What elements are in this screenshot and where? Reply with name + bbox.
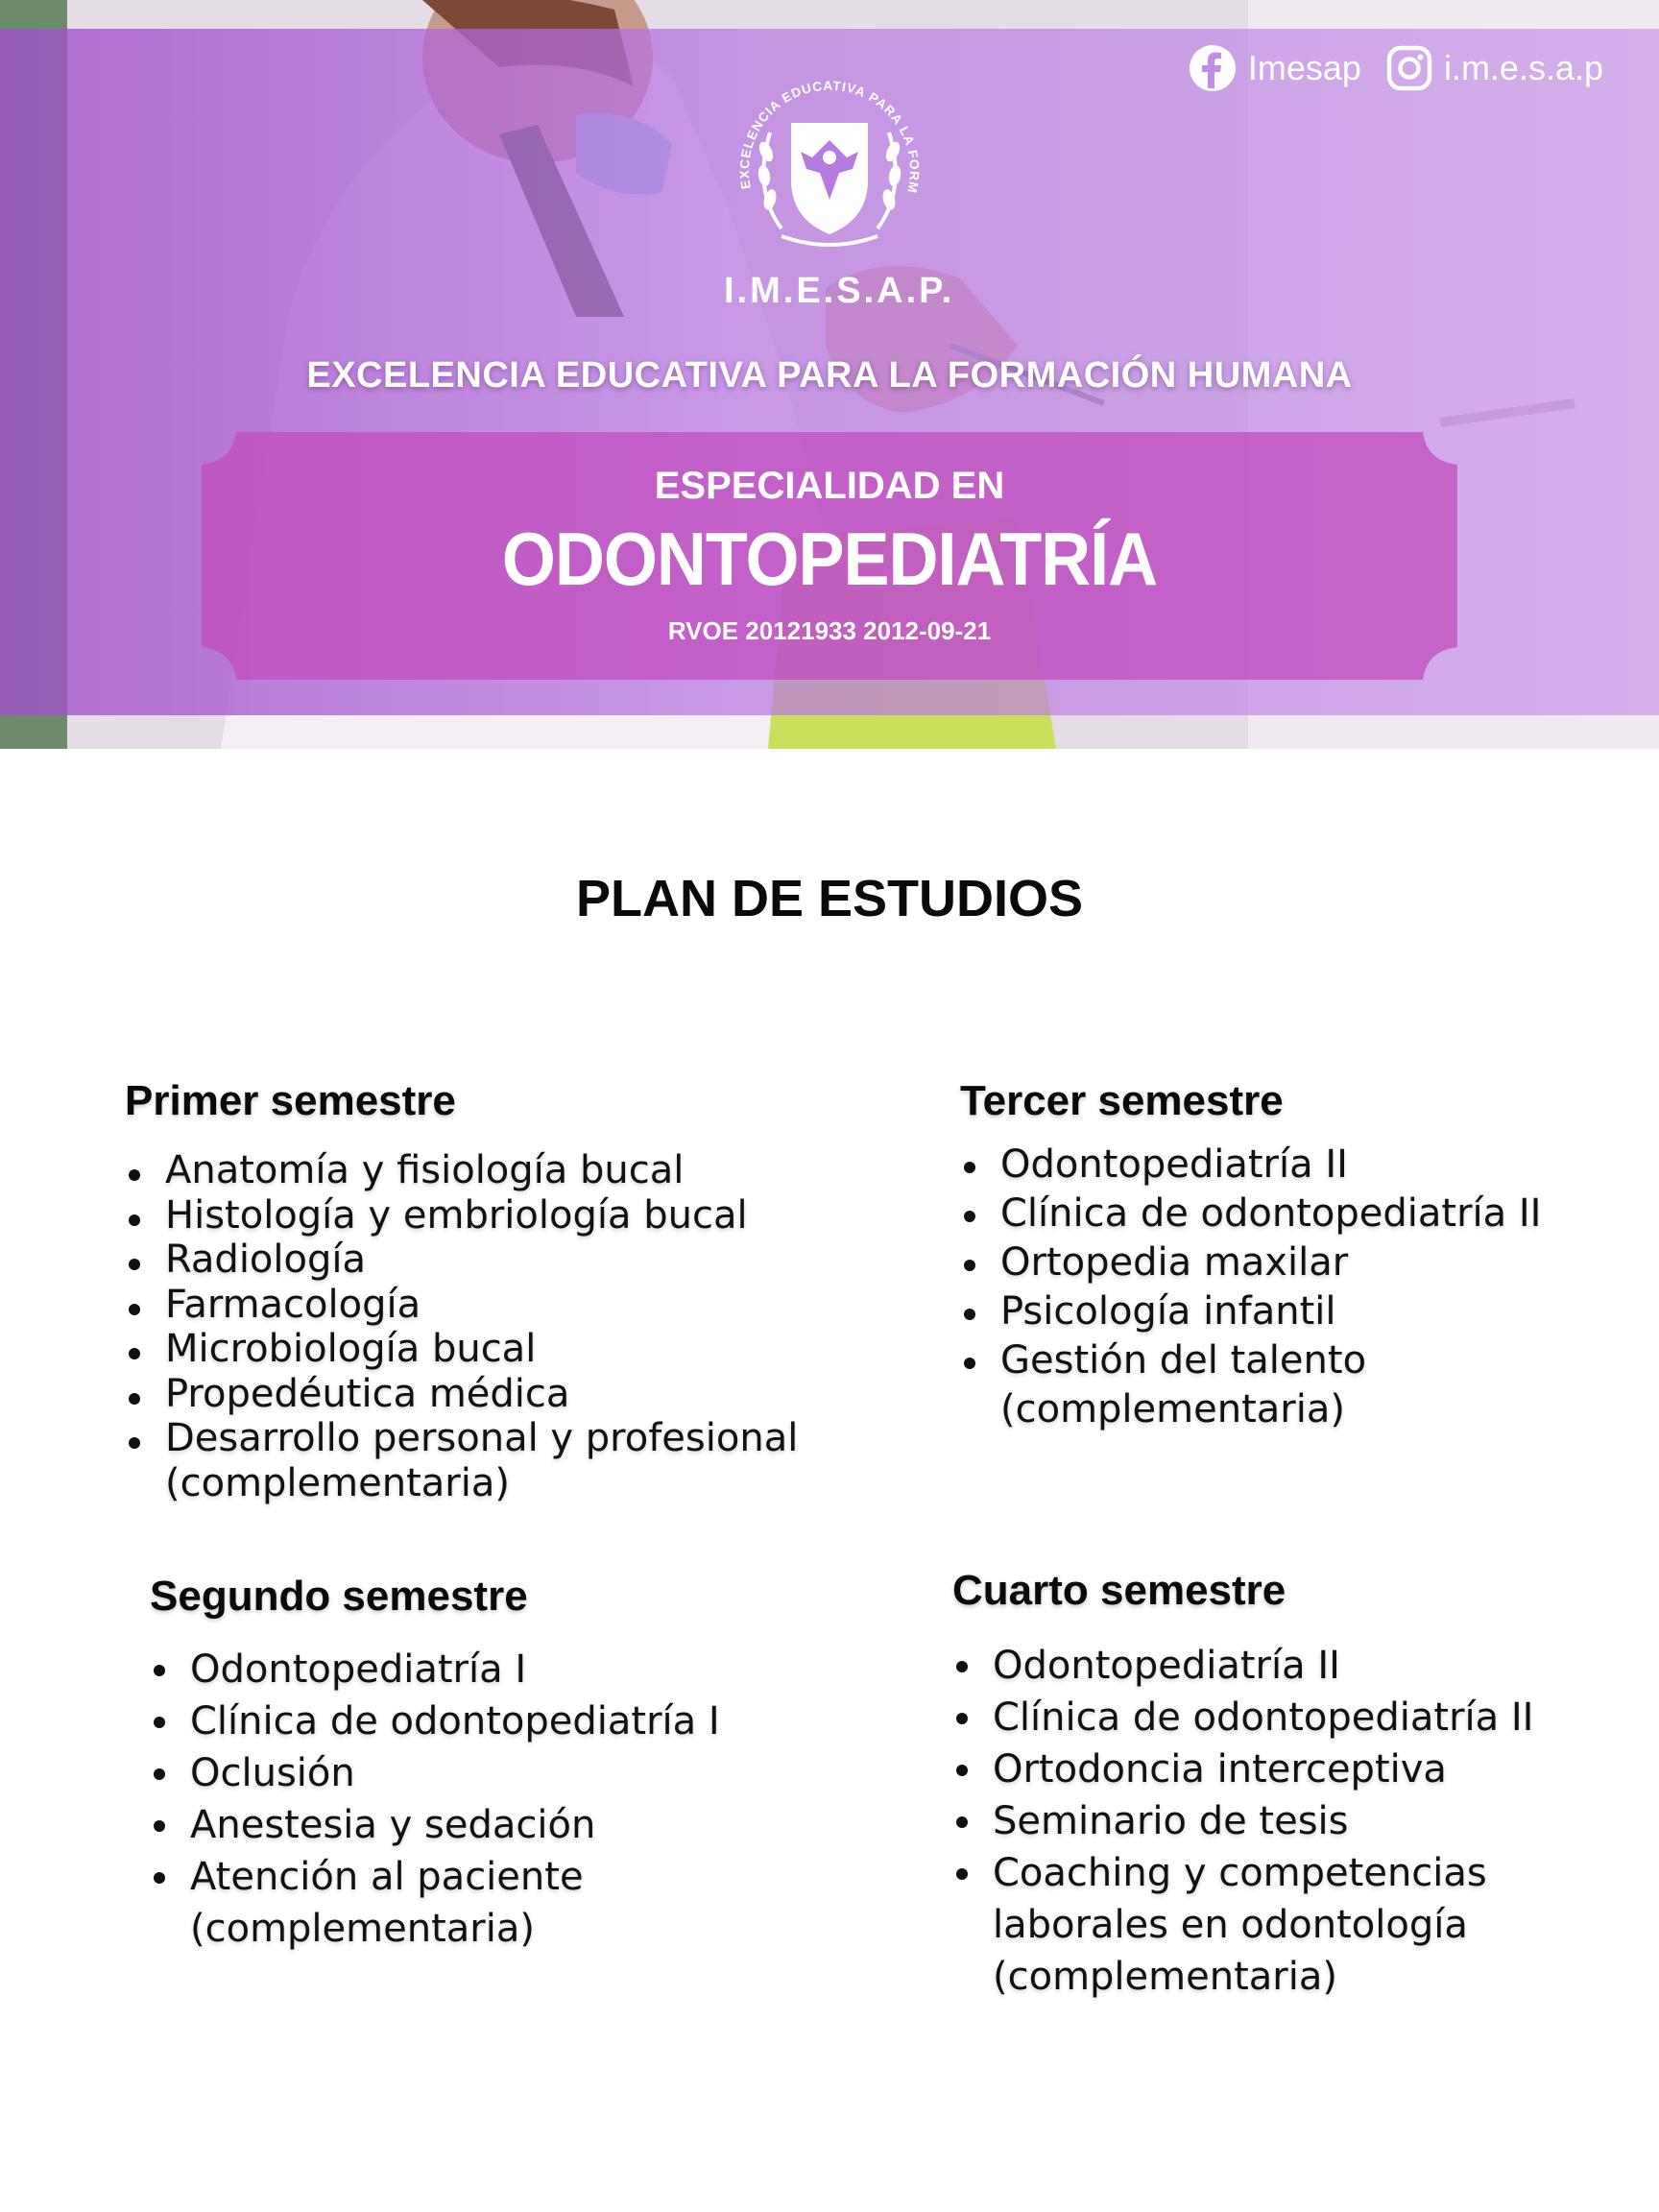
list-item: Psicología infantil [960,1287,1632,1336]
semester-2 [150,1573,879,1955]
list-item: Propedéutica médica [125,1372,854,1417]
crest-icon [724,65,935,267]
course-list [150,1644,879,1955]
list-item: Microbiología bucal [125,1327,854,1372]
list-item: Clínica de odontopediatría II [952,1692,1624,1743]
semester-1 [125,1077,854,1505]
instagram-handle: i.m.e.s.a.p [1443,48,1603,87]
list-item: Clínica de odontopediatría II [960,1190,1632,1238]
semester-3 [960,1077,1632,1434]
list-item: Clínica de odontopediatría I [150,1695,879,1747]
semester-title: Primer semestre [125,1077,456,1124]
program-name: ODONTOPEDIATRÍA [501,517,1158,602]
logo-acronym: I.M.E.S.A.P. [724,271,955,311]
facebook-link[interactable] [1189,44,1361,92]
semester-4 [952,1567,1624,2003]
list-item: Odontopediatría II [960,1141,1632,1190]
course-list [125,1148,854,1505]
list-item: Anatomía y fisiología bucal [125,1148,854,1193]
list-item: Desarrollo personal y profesional (complementaria) [125,1416,854,1505]
program-type: ESPECIALIDAD EN [654,465,1005,507]
list-item: Ortodoncia interceptiva [952,1743,1624,1795]
list-item: Odontopediatría II [952,1640,1624,1692]
course-list [960,1141,1632,1434]
facebook-handle: Imesap [1247,48,1361,87]
program-ribbon [202,432,1457,680]
semester-title: Segundo semestre [150,1573,528,1620]
social-links [1189,44,1603,92]
course-list [952,1640,1624,2003]
hero-banner [0,0,1659,749]
facebook-icon [1189,44,1237,92]
list-item: Oclusión [150,1747,879,1799]
list-item: Radiología [125,1238,854,1283]
semester-title: Cuarto semestre [952,1567,1286,1614]
list-item: Gestión del talento (complementaria) [960,1336,1632,1434]
logo-ring-text: EXCELENCIA EDUCATIVA PARA LA FORM [736,78,923,196]
list-item: Atención al paciente (complementaria) [150,1851,879,1955]
tagline: EXCELENCIA EDUCATIVA PARA LA FORMACIÓN HUMANA [306,355,1353,396]
program-rvoe: RVOE 20121933 2012-09-21 [667,616,992,645]
plan-title: PLAN DE ESTUDIOS [575,870,1084,927]
list-item: Ortopedia maxilar [960,1238,1632,1287]
instagram-icon [1386,45,1432,91]
instagram-link[interactable] [1386,45,1603,91]
list-item: Odontopediatría I [150,1644,879,1695]
list-item: Histología y embriología bucal [125,1193,854,1238]
semester-title: Tercer semestre [960,1077,1284,1124]
imesap-logo [724,65,955,325]
list-item: Seminario de tesis [952,1795,1624,1847]
list-item: Farmacología [125,1283,854,1328]
list-item: Coaching y competencias laborales en odontología (complementaria) [952,1847,1624,2003]
list-item: Anestesia y sedación [150,1799,879,1851]
